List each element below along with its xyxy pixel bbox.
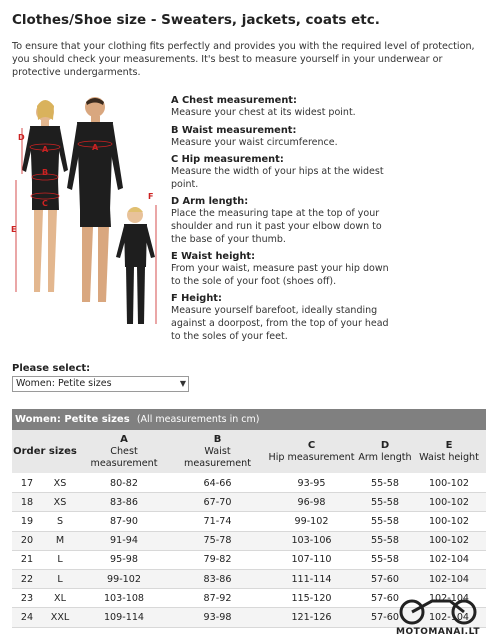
- table-row: [12, 550, 486, 569]
- cell-waist: 71-74: [170, 512, 265, 531]
- size-category-select[interactable]: [12, 376, 189, 392]
- cell-arm: 57-60: [358, 608, 412, 627]
- cell-waist-height: 100-102: [412, 474, 486, 493]
- size-table-note: (All measurements in cm): [136, 414, 260, 425]
- cell-arm: 57-60: [358, 589, 412, 608]
- size-select-label: Please select:: [12, 363, 91, 374]
- measurement-item-b: [171, 125, 491, 150]
- cell-hip: 121-126: [265, 608, 358, 627]
- cell-chest: 83-86: [78, 493, 170, 512]
- cell-chest: 87-90: [78, 512, 170, 531]
- cell-arm: 55-58: [358, 512, 412, 531]
- measurement-description: Place the measuring tape at the top of your shoulder and run it past your elbow down to the base of your thumb.: [171, 208, 382, 245]
- marker-d: D: [18, 133, 25, 142]
- cell-waist-height: 100-102: [412, 493, 486, 512]
- cell-size: L: [42, 550, 78, 569]
- cell-waist-height: 102-104: [412, 569, 486, 588]
- cell-order-number: 22: [12, 569, 42, 588]
- measurement-description: Measure your waist circumference.: [171, 136, 338, 148]
- measurement-figure: [10, 92, 160, 342]
- cell-chest: 99-102: [78, 569, 170, 588]
- cell-waist-height: 100-102: [412, 512, 486, 531]
- column-header-arm: D Arm length: [358, 430, 412, 474]
- cell-size: XS: [42, 493, 78, 512]
- cell-size: XL: [42, 589, 78, 608]
- column-header-hip: C Hip measurement: [265, 430, 358, 474]
- cell-size: L: [42, 569, 78, 588]
- cell-order-number: 23: [12, 589, 42, 608]
- cell-order-number: 19: [12, 512, 42, 531]
- marker-f: F: [148, 192, 154, 201]
- marker-a-man: A: [92, 143, 99, 152]
- cell-hip: 111-114: [265, 569, 358, 588]
- cell-arm: 55-58: [358, 550, 412, 569]
- column-header-waist: B Waist measurement: [170, 430, 265, 474]
- cell-arm: 55-58: [358, 474, 412, 493]
- cell-arm: 55-58: [358, 493, 412, 512]
- measurement-item-d: [171, 196, 491, 246]
- measurement-heading: B Waist measurement:: [171, 124, 297, 136]
- cell-chest: 95-98: [78, 550, 170, 569]
- measurement-description: Measure your chest at its widest point.: [171, 107, 356, 118]
- table-row: [12, 531, 486, 550]
- cell-waist: 87-92: [170, 589, 265, 608]
- cell-order-number: 21: [12, 550, 42, 569]
- table-row: [12, 493, 486, 512]
- watermark-logo: [388, 595, 488, 637]
- woman-figure: [22, 100, 68, 292]
- marker-b: B: [42, 168, 49, 177]
- cell-waist: 67-70: [170, 493, 265, 512]
- page-title: Clothes/Shoe size - Sweaters, jackets, coats etc.: [12, 12, 380, 28]
- cell-arm: 57-60: [358, 569, 412, 588]
- cell-waist-height: 102-104: [412, 589, 486, 608]
- measurement-heading: E Waist height:: [171, 251, 256, 263]
- watermark-text: MOTOMANAI.LT: [396, 627, 480, 637]
- measurement-heading: A Chest measurement:: [171, 95, 297, 106]
- cell-chest: 91-94: [78, 531, 170, 550]
- cell-waist-height: 102-104: [412, 550, 486, 569]
- cell-order-number: 18: [12, 493, 42, 512]
- cell-arm: 55-58: [358, 531, 412, 550]
- size-table-title-bar: [12, 409, 486, 430]
- cell-waist: 79-82: [170, 550, 265, 569]
- child-figure: [116, 207, 155, 324]
- column-header-order: Order sizes: [12, 430, 78, 474]
- intro-text: To ensure that your clothing fits perfectly and provides you with the required level of protection, you should check your measurements. It's best to measure yourself in your underwear or protective undergarments.: [12, 41, 475, 78]
- measurement-item-f: [171, 293, 491, 343]
- cell-size: XXL: [42, 608, 78, 627]
- measurement-heading: C Hip measurement:: [171, 154, 284, 166]
- chevron-down-icon[interactable]: ▼: [179, 379, 186, 388]
- cell-waist: 75-78: [170, 531, 265, 550]
- column-header-chest: A Chest measurement: [78, 430, 170, 474]
- cell-waist: 93-98: [170, 608, 265, 627]
- motorcycle-icon: [388, 595, 488, 625]
- cell-hip: 107-110: [265, 550, 358, 569]
- measurement-item-a: [171, 95, 491, 120]
- measurement-heading: D Arm length:: [171, 196, 249, 208]
- measurement-list: [171, 95, 491, 348]
- cell-hip: 99-102: [265, 512, 358, 531]
- cell-waist-height: 100-102: [412, 531, 486, 550]
- column-header-waist-height: E Waist height: [412, 430, 486, 474]
- cell-order-number: 20: [12, 531, 42, 550]
- cell-chest: 103-108: [78, 589, 170, 608]
- measurement-description: Measure the width of your hips at the widest point.: [171, 166, 384, 190]
- measurement-heading: F Height:: [171, 293, 222, 305]
- measurement-item-e: [171, 251, 491, 288]
- cell-size: S: [42, 512, 78, 531]
- cell-size: M: [42, 531, 78, 550]
- marker-e: E: [11, 225, 17, 234]
- man-figure: [67, 97, 123, 302]
- cell-hip: 96-98: [265, 493, 358, 512]
- cell-chest: 109-114: [78, 608, 170, 627]
- measurement-description: From your waist, measure past your hip down to the sole of your foot (shoes off).: [171, 263, 389, 287]
- measurement-item-c: [171, 154, 491, 191]
- cell-hip: 115-120: [265, 589, 358, 608]
- cell-waist: 83-86: [170, 569, 265, 588]
- cell-waist-height: 102-104: [412, 608, 486, 627]
- table-row: [12, 474, 486, 493]
- cell-waist: 64-66: [170, 474, 265, 493]
- size-table-title: Women: Petite sizes: [15, 414, 130, 425]
- measurement-description: Measure yourself barefoot, ideally standing against a doorpost, from the top of your head to the soles of your feet.: [171, 305, 389, 342]
- marker-a: A: [42, 145, 49, 154]
- cell-order-number: 17: [12, 474, 42, 493]
- cell-size: XS: [42, 474, 78, 493]
- cell-order-number: 24: [12, 608, 42, 627]
- cell-hip: 93-95: [265, 474, 358, 493]
- cell-hip: 103-106: [265, 531, 358, 550]
- marker-c: C: [42, 199, 48, 208]
- size-category-value: Women: Petite sizes: [16, 378, 112, 389]
- table-row: [12, 569, 486, 588]
- size-table-header: [12, 430, 486, 474]
- table-row: [12, 512, 486, 531]
- cell-chest: 80-82: [78, 474, 170, 493]
